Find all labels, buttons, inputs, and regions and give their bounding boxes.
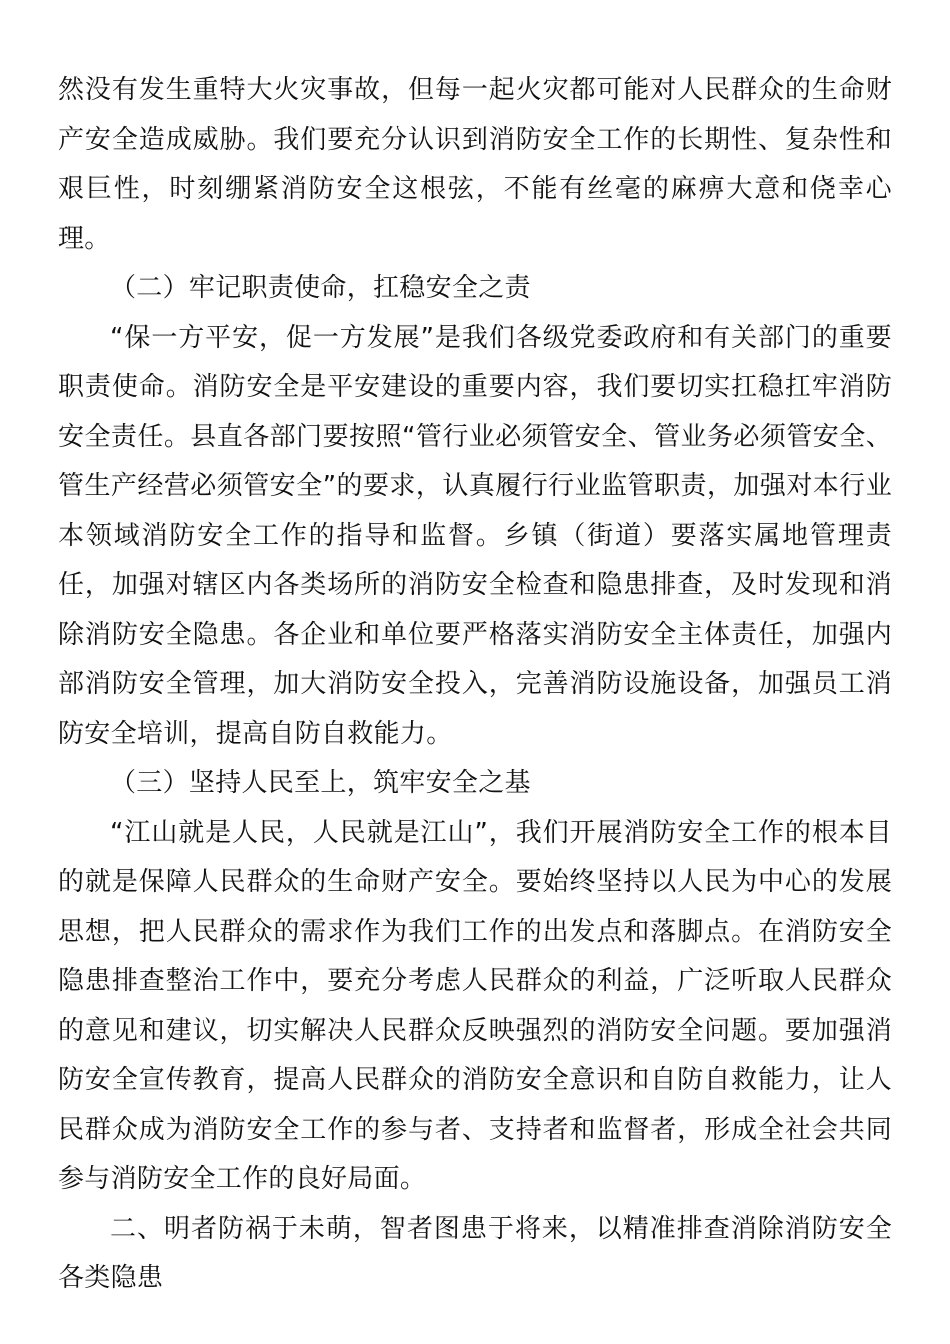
section-heading-2: 二、明者防祸于未萌，智者图患于将来，以精准排查消除消防安全各类隐患 xyxy=(58,1213,892,1293)
body-paragraph-continued: 然没有发生重特大火灾事故，但每一起火灾都可能对人民群众的生命财产安全造成威胁。我们要充分认识到消防安全工作的长期性、复杂性和艰巨性，时刻绷紧消防安全这根弦，不能有丝毫的麻痹大意和侥幸心理。 xyxy=(58,75,892,254)
document-page xyxy=(58,66,892,1304)
section-subheading-3: （三）坚持人民至上，筑牢安全之基 xyxy=(110,768,531,798)
body-paragraph-duties: “保一方平安，促一方发展”是我们各级党委政府和有关部门的重要职责使命。消防安全是平安建设的重要内容，我们要切实扛稳扛牢消防安全责任。县直各部门要按照“管行业必须管安全、管业务必须管安全、管生产经营必须管安全”的要求，认真履行行业监管职责，加强对本行业本领域消防安全工作的指导和监督。乡镇（街道）要落实属地管理责任，加强对辖区内各类场所的消防安全检查和隐患排查，及时发现和消除消防安全隐患。各企业和单位要严格落实消防安全主体责任，加强内部消防安全管理，加大消防安全投入，完善消防设施设备，加强员工消防安全培训，提高自防自救能力。 xyxy=(58,322,892,749)
body-paragraph-people: “江山就是人民，人民就是江山”，我们开展消防安全工作的根本目的就是保障人民群众的生命财产安全。要始终坚持以人民为中心的发展思想，把人民群众的需求作为我们工作的出发点和落脚点。在消防安全隐患排查整治工作中，要充分考虑人民群众的利益，广泛听取人民群众的意见和建议，切实解决人民群众反映强烈的消防安全问题。要加强消防安全宣传教育，提高人民群众的消防安全意识和自防自救能力，让人民群众成为消防安全工作的参与者、支持者和监督者，形成全社会共同参与消防安全工作的良好局面。 xyxy=(58,817,892,1194)
section-subheading-2: （二）牢记职责使命，扛稳安全之责 xyxy=(110,273,531,303)
